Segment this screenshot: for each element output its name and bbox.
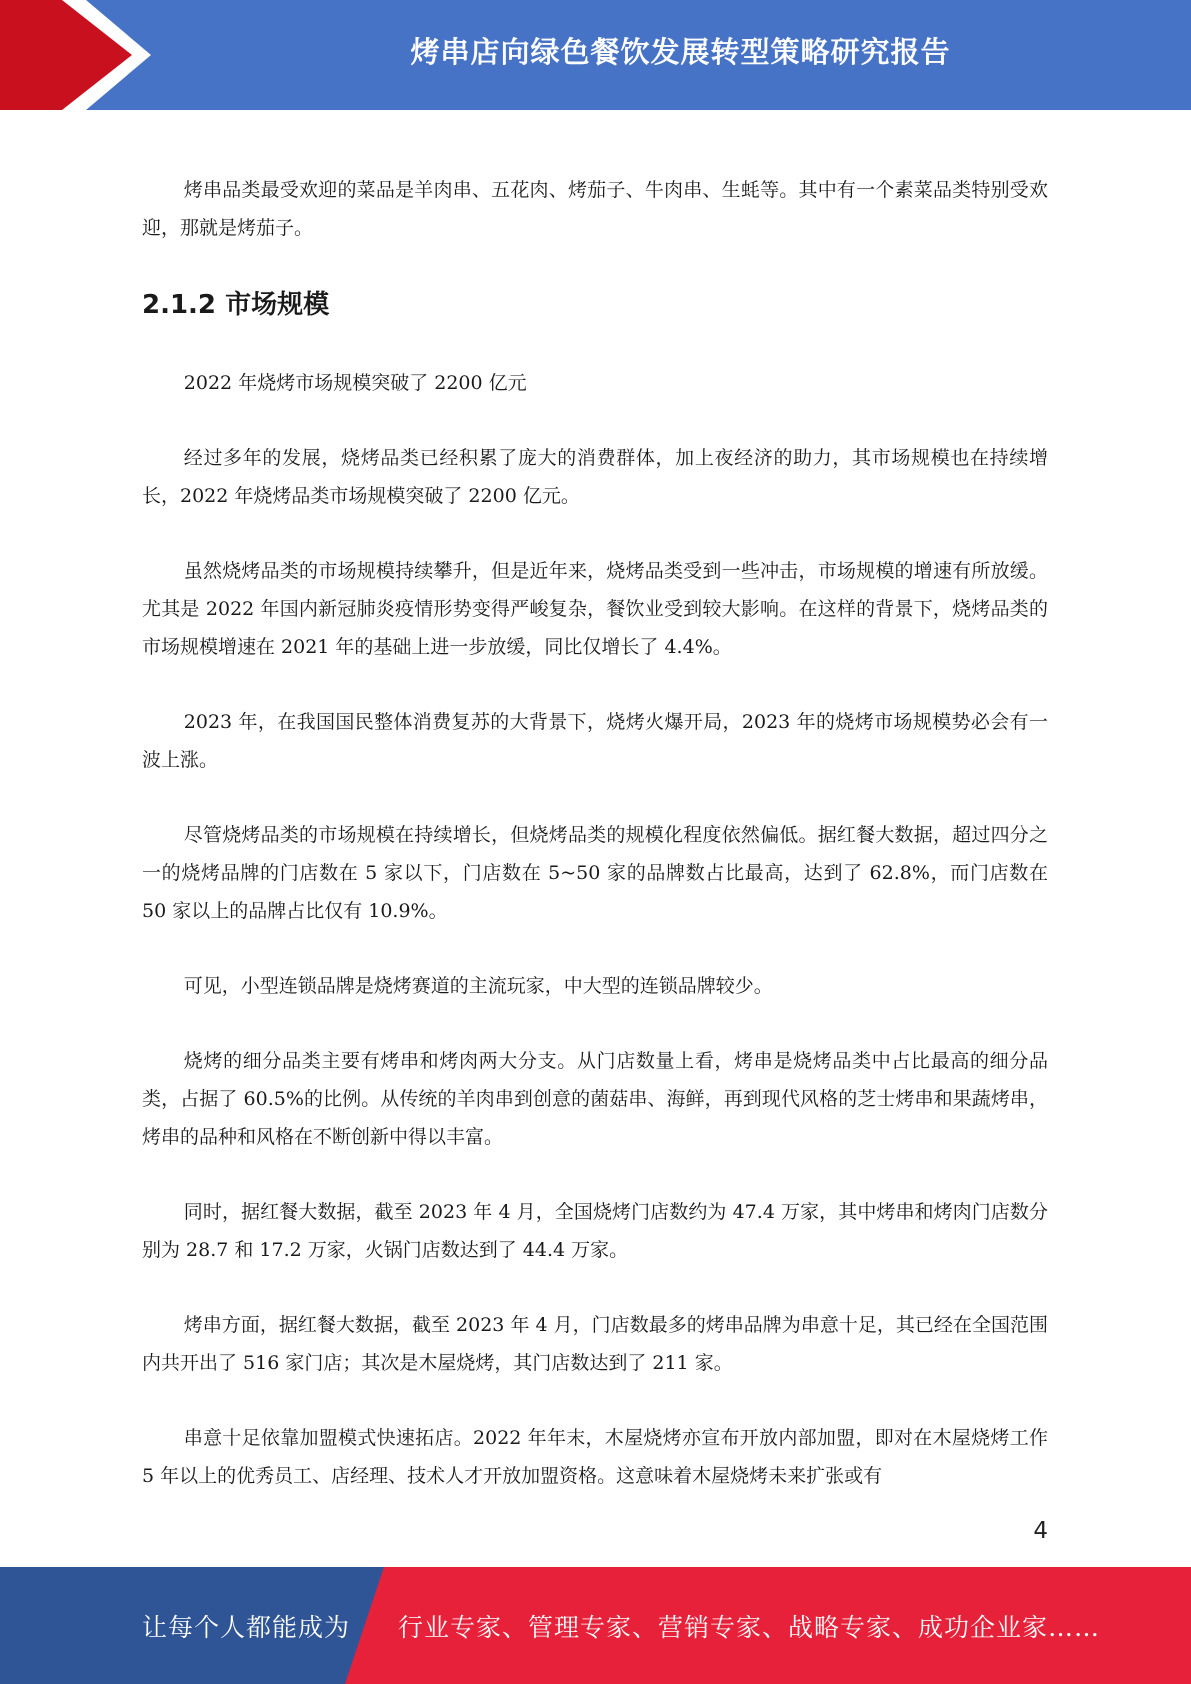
paragraph-10: 串意十足依靠加盟模式快速拓店。2022 年年末，木屋烧烤亦宣布开放内部加盟，即对在木屋烧烤工作 5 年以上的优秀员工、店经理、技术人才开放加盟资格。这意味着木屋烧烤未来扩张或有 [142, 1427, 1048, 1487]
paragraph-5: 尽管烧烤品类的市场规模在持续增长，但烧烤品类的规模化程度依然偏低。据红餐大数据，超过四分之一的烧烤品牌的门店数在 5 家以下，门店数在 5~50 家的品牌数占比最高，达到了 62.8%，而门店数在 50 家以上的品牌占比仅有 10.9%。 [142, 824, 1048, 922]
paragraph-2: 经过多年的发展，烧烤品类已经积累了庞大的消费群体，加上夜经济的助力，其市场规模也在持续增长，2022 年烧烤品类市场规模突破了 2200 亿元。 [142, 447, 1048, 507]
section-heading: 2.1.2 市场规模 [142, 290, 330, 320]
header-arrow-red [0, 0, 132, 110]
paragraph-1: 2022 年烧烤市场规模突破了 2200 亿元 [183, 372, 527, 394]
paragraph-3: 虽然烧烤品类的市场规模持续攀升，但是近年来，烧烤品类受到一些冲击，市场规模的增速有所放缓。尤其是 2022 年国内新冠肺炎疫情形势变得严峻复杂，餐饮业受到较大影响。在这样的背景下，烧烤品类的市场规模增速在 2021 年的基础上进一步放缓，同比仅增长了 4.4%。 [142, 560, 1048, 658]
footer-bar [0, 1567, 1191, 1684]
report-title: 烤串店向绿色餐饮发展转型策略研究报告 [410, 34, 951, 69]
paragraph-9: 烤串方面，据红餐大数据，截至 2023 年 4 月，门店数最多的烤串品牌为串意十足，其已经在全国范围内共开出了 516 家门店；其次是木屋烧烤，其门店数达到了 211 家。 [142, 1314, 1048, 1374]
footer-slogan-right: 行业专家、管理专家、营销专家、战略专家、成功企业家…… [398, 1612, 1101, 1642]
paragraph-6: 可见，小型连锁品牌是烧烤赛道的主流玩家，中大型的连锁品牌较少。 [183, 975, 773, 997]
paragraph-4: 2023 年，在我国国民整体消费复苏的大背景下，烧烤火爆开局，2023 年的烧烤市场规模势必会有一波上涨。 [142, 711, 1048, 771]
paragraph-8: 同时，据红餐大数据，截至 2023 年 4 月，全国烧烤门店数约为 47.4 万家，其中烤串和烤肉门店数分别为 28.7 和 17.2 万家，火锅门店数达到了 44.4 万家。 [142, 1201, 1048, 1261]
paragraph-7: 烧烤的细分品类主要有烤串和烤肉两大分支。从门店数量上看，烤串是烧烤品类中占比最高的细分品类，占据了 60.5%的比例。从传统的羊肉串到创意的菌菇串、海鲜，再到现代风格的芝士烤串和果蔬烤串，烤串的品种和风格在不断创新中得以丰富。 [142, 1050, 1048, 1148]
footer-slogan-left: 让每个人都能成为 [142, 1612, 351, 1642]
page-number: 4 [1033, 1518, 1048, 1544]
paragraph-intro: 烤串品类最受欢迎的菜品是羊肉串、五花肉、烤茄子、牛肉串、生蚝等。其中有一个素菜品类特别受欢迎，那就是烤茄子。 [142, 179, 1048, 239]
header-bar [0, 0, 1191, 110]
